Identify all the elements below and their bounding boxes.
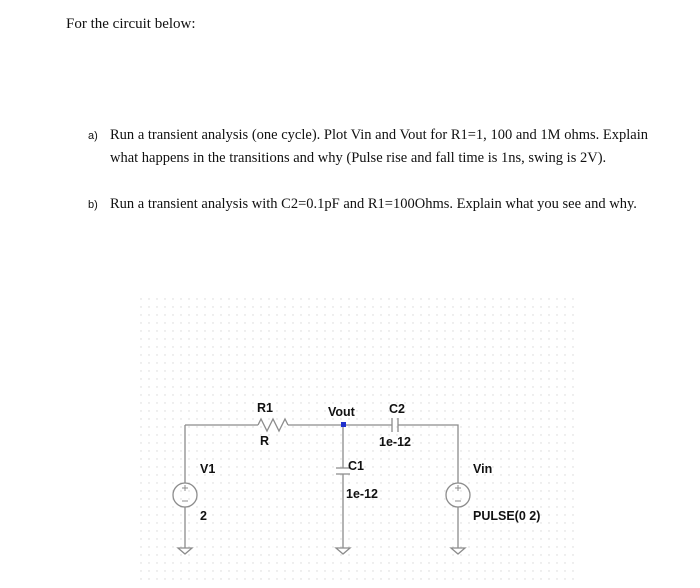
vin-value-label: PULSE(0 2): [473, 509, 541, 523]
c1-value-label: 1e-12: [346, 487, 378, 501]
question-a: [88, 124, 648, 170]
c2-value-label: 1e-12: [379, 435, 411, 449]
v1-value-label: 2: [200, 509, 207, 523]
c1-name-label: C1: [348, 459, 364, 473]
vout-node-marker: [341, 422, 346, 427]
question-b: [88, 193, 648, 216]
vin-name-label: Vin: [473, 462, 493, 476]
vout-node-label: Vout: [328, 405, 355, 419]
v1-name-label: V1: [200, 462, 216, 476]
question-b-text: Run a transient analysis with C2=0.1pF and R1=100Ohms. Explain what you see and why.: [110, 196, 637, 212]
question-a-label: a): [88, 130, 98, 142]
circuit-schematic: [140, 298, 580, 583]
question-b-label: b): [88, 199, 98, 211]
intro-text: For the circuit below:: [66, 16, 196, 32]
question-a-text: Run a transient analysis (one cycle). Plot Vin and Vout for R1=1, 100 and 1M ohms. Explain what happens in the transitions and why (Pulse rise and fall time is 1ns, swing is 2V).: [110, 127, 648, 166]
r1-value-label: R: [260, 434, 270, 448]
r1-name-label: R1: [257, 401, 273, 415]
grid-background: [140, 298, 580, 583]
c2-name-label: C2: [389, 402, 405, 416]
